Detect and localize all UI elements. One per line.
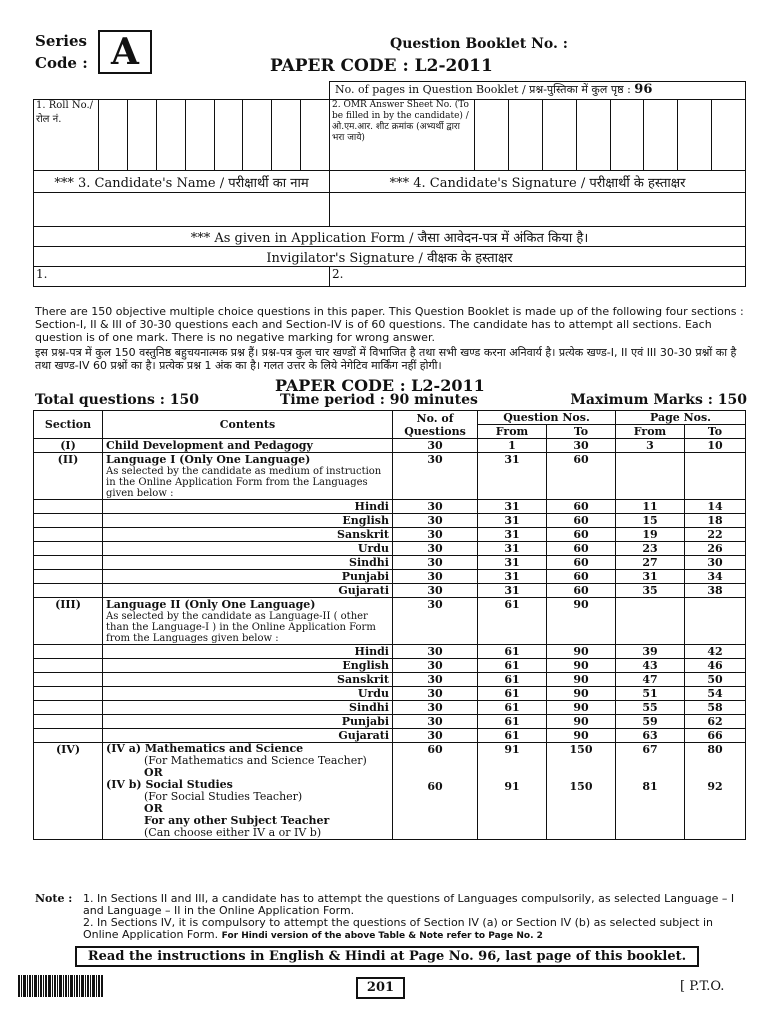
note-1: 1. In Sections II and III, a candidate has to attempt the questions of Languages compulsorily, as selected Language – I and Language – II in the Online Application Form.: [83, 892, 735, 917]
max-marks: Maximum Marks : 150: [570, 392, 747, 408]
time-period: Time period : 90 minutes: [280, 392, 478, 408]
sections-table: [33, 410, 746, 840]
cell-q-to: 90: [547, 729, 616, 743]
cell-p-from: 27: [616, 556, 685, 570]
pto-label: [ P.T.O.: [680, 979, 725, 994]
cell-p-to: 54: [685, 687, 746, 701]
omr-label: 2. OMR Answer Sheet No. (To be filled in by the candidate) / ओ.एम.आर. शीट क्रमांक (अभ्यर्थी द्वारा भरा जाये): [330, 100, 475, 171]
cell-noq: 30: [393, 673, 478, 687]
table-row: [34, 500, 746, 514]
th-p-to: To: [685, 425, 746, 439]
th-section: Section: [34, 411, 103, 439]
section-iv-contents: [103, 743, 393, 840]
cell-q-to: 90: [547, 598, 616, 645]
cell-p-from: 11: [616, 500, 685, 514]
cell-noq: 30: [393, 584, 478, 598]
cell-contents: [103, 439, 393, 453]
summary-line: [35, 392, 747, 408]
cell-language: Sindhi: [103, 556, 393, 570]
cell-p-from: 55: [616, 701, 685, 715]
cell-p-to: 26: [685, 542, 746, 556]
cell-q-from: 31: [478, 528, 547, 542]
cell-language: Urdu: [103, 542, 393, 556]
table-row: [34, 453, 746, 500]
cell-noq: 30: [393, 701, 478, 715]
cell-p-to: [685, 598, 746, 645]
th-pnos: Page Nos.: [616, 411, 746, 425]
roll-no-field[interactable]: [99, 100, 330, 171]
cell-section: [34, 715, 103, 729]
iv-qto: 150 150: [547, 743, 616, 840]
note-2: 2. In Sections IV, it is compulsory to attempt the questions of Section IV (a) or Section IV (b) as selected subject in Online Application Form. For Hindi version of the above Table & Note refer to Page No. 2: [83, 916, 713, 941]
cell-q-from: 61: [478, 715, 547, 729]
cell-q-to: 30: [547, 439, 616, 453]
cell-q-to: 90: [547, 673, 616, 687]
as-given-note: *** As given in Application Form / जैसा आवेदन-पत्र में अंकित किया है।: [34, 227, 746, 247]
cell-p-to: 38: [685, 584, 746, 598]
barcode: [18, 975, 104, 997]
cell-p-to: 30: [685, 556, 746, 570]
cell-noq: 30: [393, 542, 478, 556]
table-row: [34, 659, 746, 673]
cell-section: [34, 584, 103, 598]
cell-contents: [103, 598, 393, 645]
cell-noq: 30: [393, 453, 478, 500]
table-row: [34, 687, 746, 701]
cell-q-to: 60: [547, 542, 616, 556]
iv-noq: 60 60: [393, 743, 478, 840]
cell-p-to: 34: [685, 570, 746, 584]
candidate-signature-label: *** 4. Candidate's Signature / परीक्षार्थी के हस्ताक्षर: [330, 171, 746, 193]
cell-noq: 30: [393, 514, 478, 528]
iv-or-2: OR: [144, 802, 163, 815]
iv-pto: 80 92: [685, 743, 746, 840]
th-contents: Contents: [103, 411, 393, 439]
cell-q-to: 90: [547, 715, 616, 729]
section-iv-row: [34, 743, 746, 840]
instructions-english: There are 150 objective multiple choice questions in this paper. This Question Booklet is made up of the following four sections : Section-I, II & III of 30-30 questions each and Section-IV is of 60 questions. The candidate has to attempt all sections. Each question is of one mark. There is no negative marking for wrong answer.: [35, 305, 744, 344]
iv-qfrom: 91 91: [478, 743, 547, 840]
table-row: [34, 439, 746, 453]
cell-q-to: 90: [547, 645, 616, 659]
cell-q-from: 61: [478, 687, 547, 701]
paper-code-middle: PAPER CODE : L2-2011: [275, 376, 485, 395]
cell-q-from: 61: [478, 673, 547, 687]
iv-b-sub: (For Social Studies Teacher): [144, 790, 303, 803]
cell-q-from: 31: [478, 584, 547, 598]
th-p-from: From: [616, 425, 685, 439]
cell-section: [34, 542, 103, 556]
cell-q-to: 60: [547, 514, 616, 528]
iv-or-1: OR: [144, 766, 163, 779]
section-title: Child Development and Pedagogy: [106, 439, 313, 452]
cell-p-from: [616, 453, 685, 500]
note-label: Note :: [35, 892, 73, 905]
cell-q-to: 90: [547, 687, 616, 701]
instructions-hindi: इस प्रश्न-पत्र में कुल 150 वस्तुनिष्ठ बहुचयनात्मक प्रश्न हैं। प्रश्न-पत्र कुल चार खण्डों में विभाजित है तथा सभी खण्ड करना अनिवार्य है। प्रत्येक खण्ड-I, II एवं III 30-30 प्रश्नों का है तथा खण्ड-IV 60 प्रश्नों का है। प्रत्येक प्रश्न 1 अंक का है। गलत उत्तर के लिये नेगेटिव मार्किंग नहीं होगी।: [35, 346, 737, 372]
cell-language: Urdu: [103, 687, 393, 701]
cell-p-from: 63: [616, 729, 685, 743]
iv-a-sub: (For Mathematics and Science Teacher): [144, 754, 367, 767]
table-row: [34, 729, 746, 743]
iv-a-title: (IV a) Mathematics and Science: [106, 742, 304, 755]
table-row: [34, 673, 746, 687]
cell-language: Gujarati: [103, 584, 393, 598]
cell-noq: 30: [393, 715, 478, 729]
cell-q-from: 61: [478, 598, 547, 645]
cell-q-from: 31: [478, 453, 547, 500]
cell-q-from: 31: [478, 570, 547, 584]
cell-p-from: [616, 598, 685, 645]
cell-q-to: 60: [547, 453, 616, 500]
cell-language: Punjabi: [103, 715, 393, 729]
cell-q-from: 61: [478, 645, 547, 659]
table-row: [34, 556, 746, 570]
cell-q-to: 60: [547, 556, 616, 570]
cell-p-to: 18: [685, 514, 746, 528]
cell-section: [34, 645, 103, 659]
cell-p-from: 19: [616, 528, 685, 542]
series-code-label: Series Code :: [35, 32, 88, 72]
cell-q-to: 60: [547, 500, 616, 514]
cell-p-from: 47: [616, 673, 685, 687]
candidate-info-table: [33, 81, 746, 287]
cell-p-to: 66: [685, 729, 746, 743]
cell-language: Hindi: [103, 645, 393, 659]
cell-language: English: [103, 659, 393, 673]
cell-p-from: 35: [616, 584, 685, 598]
cell-noq: 30: [393, 528, 478, 542]
cell-language: Sanskrit: [103, 528, 393, 542]
cell-section: [34, 500, 103, 514]
cell-p-from: 15: [616, 514, 685, 528]
table-row: [34, 715, 746, 729]
cell-p-from: 39: [616, 645, 685, 659]
invigilator-1-field[interactable]: 1.: [34, 267, 330, 287]
section-subtitle: As selected by the candidate as Language-II ( other than the Language-I ) in the Online Application Form from the Languages given below :: [106, 611, 376, 644]
roll-no-label: 1. Roll No./ रोल नं.: [34, 100, 99, 171]
cell-p-to: 58: [685, 701, 746, 715]
question-booklet-no: Question Booklet No. :: [390, 36, 568, 52]
table-row: [34, 570, 746, 584]
series-code-box: A: [98, 30, 152, 74]
total-questions: Total questions : 150: [35, 392, 199, 408]
cell-p-from: 59: [616, 715, 685, 729]
cell-section: [34, 528, 103, 542]
paper-code-top: PAPER CODE : L2-2011: [270, 56, 493, 76]
candidate-signature-field[interactable]: [330, 193, 746, 227]
cell-p-to: 42: [685, 645, 746, 659]
cell-q-from: 1: [478, 439, 547, 453]
cell-q-to: 60: [547, 528, 616, 542]
iv-c-sub: (Can choose either IV a or IV b): [144, 826, 322, 839]
cell-section: [34, 673, 103, 687]
cell-p-from: 43: [616, 659, 685, 673]
cell-noq: 30: [393, 659, 478, 673]
cell-p-to: 22: [685, 528, 746, 542]
cell-p-to: [685, 453, 746, 500]
cell-noq: 30: [393, 598, 478, 645]
cell-language: Sanskrit: [103, 673, 393, 687]
cell-p-to: 10: [685, 439, 746, 453]
cell-q-from: 31: [478, 542, 547, 556]
section-subtitle: As selected by the candidate as medium of instruction in the Online Application Form from the Languages given below :: [106, 466, 382, 499]
th-qnos: Question Nos.: [478, 411, 616, 425]
cell-section: [34, 556, 103, 570]
cell-p-to: 14: [685, 500, 746, 514]
cell-noq: 30: [393, 556, 478, 570]
invigilator-2-field[interactable]: 2.: [330, 267, 746, 287]
invigilator-label: Invigilator's Signature / वीक्षक के हस्ताक्षर: [34, 247, 746, 267]
note-block: [35, 893, 747, 942]
th-q-to: To: [547, 425, 616, 439]
iv-c-title: For any other Subject Teacher: [144, 814, 330, 827]
th-noq: No. of Questions: [393, 411, 478, 439]
cell-language: Gujarati: [103, 729, 393, 743]
cell-section: [34, 701, 103, 715]
cell-section: [34, 514, 103, 528]
table-row: [34, 528, 746, 542]
cell-q-to: 90: [547, 701, 616, 715]
cell-q-to: 60: [547, 570, 616, 584]
cell-noq: 30: [393, 439, 478, 453]
candidate-name-field[interactable]: [34, 193, 330, 227]
cell-section: [34, 687, 103, 701]
cell-section: [34, 729, 103, 743]
section-iv-label: (IV): [34, 743, 103, 840]
section-title: Language II (Only One Language): [106, 598, 316, 611]
cell-p-to: 46: [685, 659, 746, 673]
cell-contents: [103, 453, 393, 500]
cell-section: (I): [34, 439, 103, 453]
cell-noq: 30: [393, 729, 478, 743]
cell-q-from: 61: [478, 659, 547, 673]
cell-p-from: 51: [616, 687, 685, 701]
page-number: 201: [356, 977, 405, 999]
table-row: [34, 645, 746, 659]
cell-noq: 30: [393, 645, 478, 659]
cell-p-to: 62: [685, 715, 746, 729]
cell-q-to: 60: [547, 584, 616, 598]
cell-noq: 30: [393, 687, 478, 701]
cell-section: (III): [34, 598, 103, 645]
candidate-name-label: *** 3. Candidate's Name / परीक्षार्थी का नाम: [34, 171, 330, 193]
table-row: [34, 598, 746, 645]
iv-pfrom: 67 81: [616, 743, 685, 840]
cell-p-from: 3: [616, 439, 685, 453]
cell-language: Hindi: [103, 500, 393, 514]
cell-noq: 30: [393, 500, 478, 514]
table-row: [34, 701, 746, 715]
cell-p-from: 31: [616, 570, 685, 584]
instructions: [35, 305, 747, 372]
section-title: Language I (Only One Language): [106, 453, 311, 466]
table-row: [34, 584, 746, 598]
table-row: [34, 542, 746, 556]
cell-q-from: 31: [478, 514, 547, 528]
pages-info: No. of pages in Question Booklet / प्रश्न-पुस्तिका में कुल पृष्ठ : 96: [330, 82, 746, 100]
cell-noq: 30: [393, 570, 478, 584]
cell-language: Sindhi: [103, 701, 393, 715]
cell-language: Punjabi: [103, 570, 393, 584]
cell-section: [34, 570, 103, 584]
cell-language: English: [103, 514, 393, 528]
cell-q-to: 90: [547, 659, 616, 673]
cell-q-from: 61: [478, 701, 547, 715]
table-row: [34, 514, 746, 528]
read-instructions-banner: Read the instructions in English & Hindi at Page No. 96, last page of this booklet.: [75, 946, 699, 967]
th-q-from: From: [478, 425, 547, 439]
cell-q-from: 61: [478, 729, 547, 743]
omr-field[interactable]: [475, 100, 746, 171]
cell-p-from: 23: [616, 542, 685, 556]
cell-q-from: 31: [478, 500, 547, 514]
iv-b-title: (IV b) Social Studies: [106, 778, 233, 791]
cell-p-to: 50: [685, 673, 746, 687]
cell-q-from: 31: [478, 556, 547, 570]
cell-section: (II): [34, 453, 103, 500]
cell-section: [34, 659, 103, 673]
